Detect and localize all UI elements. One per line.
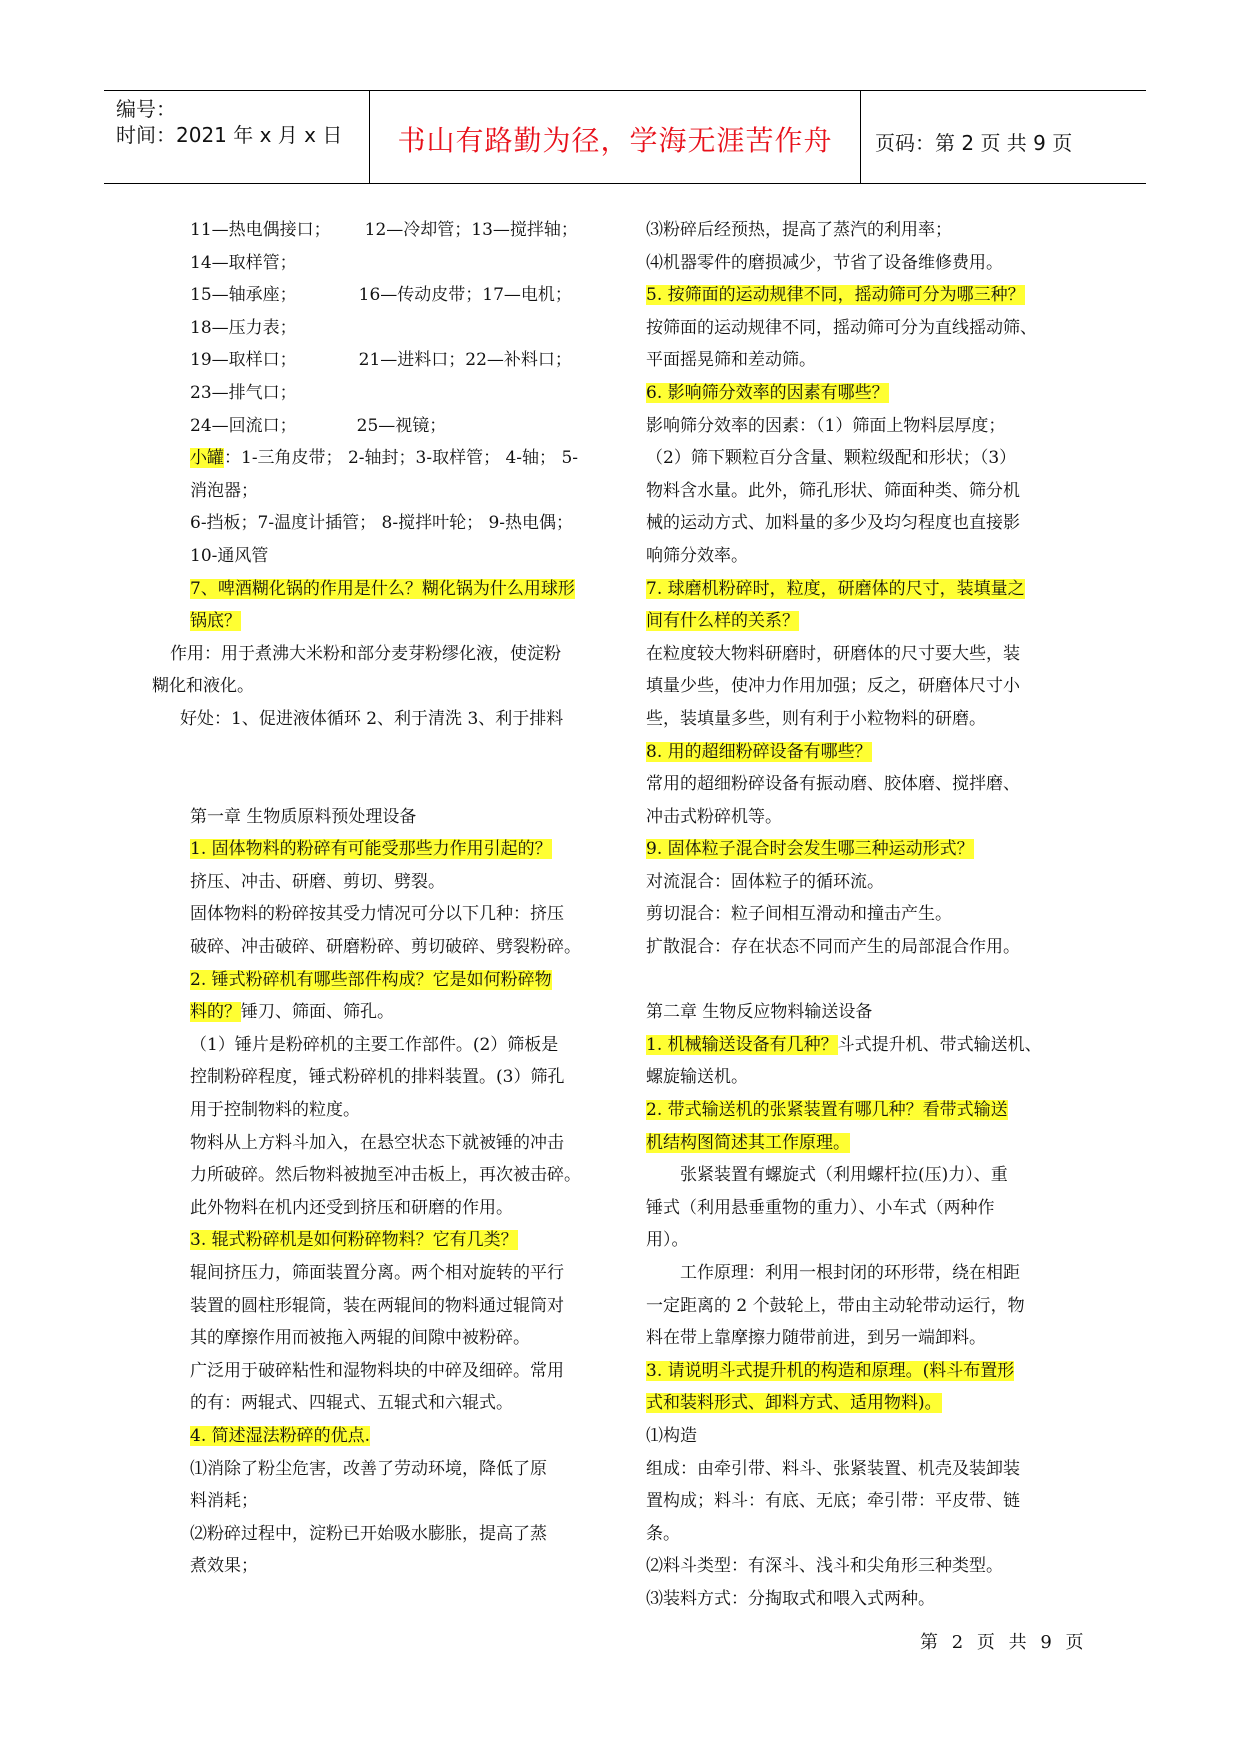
header-meta-cell bbox=[104, 91, 369, 183]
header-page-label: 页码：第 2 页 共 9 页 bbox=[875, 131, 1073, 155]
answer-line: 工作原理：利用一根封闭的环形带，绕在相距 bbox=[680, 1263, 1020, 1283]
answer-line: ⑵料斗类型：有深斗、浅斗和尖角形三种类型。 bbox=[646, 1556, 1003, 1577]
text-line: 14—取样管； bbox=[190, 252, 297, 273]
text-line: 23—排气口； bbox=[190, 382, 297, 403]
answer-line: 填量少些，使冲力作用加强；反之，研磨体尺寸小 bbox=[646, 676, 1020, 697]
question: 料的？锤刀、筛面、筛孔。 bbox=[190, 1002, 394, 1023]
header-motto-cell bbox=[369, 91, 861, 183]
text-line: 15—轴承座； 16—传动皮带；17—电机； bbox=[190, 285, 572, 306]
answer-line: （2）筛下颗粒百分含量、颗粒级配和形状；（3） bbox=[646, 448, 1017, 469]
answer-line: 控制粉碎程度，锤式粉碎机的排料装置。(3）筛孔 bbox=[190, 1067, 565, 1088]
question: 式和装料形式、卸料方式、适用物料)。 bbox=[646, 1393, 942, 1414]
text-line: 6-挡板；7-温度计插管； 8-搅拌叶轮； 9-热电偶； bbox=[190, 513, 574, 534]
answer-line: 固体物料的粉碎按其受力情况可分以下几种：挤压 bbox=[190, 904, 564, 925]
answer-line: 作用：用于煮沸大米粉和部分麦芽粉缪化液，使淀粉 bbox=[170, 643, 561, 664]
answer-line: 广泛用于破碎粘性和湿物料块的中碎及细碎。常用 bbox=[190, 1360, 564, 1381]
question: 3. 请说明斗式提升机的构造和原理。(料斗布置形 bbox=[646, 1360, 1015, 1381]
answer-line: 装置的圆柱形辊筒，装在两辊间的物料通过辊筒对 bbox=[190, 1295, 564, 1316]
answer-line: 在粒度较大物料研磨时，研磨体的尺寸要大些，装 bbox=[646, 643, 1020, 664]
answer-line: 常用的超细粉碎设备有振动磨、胶体磨、搅拌磨、 bbox=[646, 774, 1020, 795]
question: 7. 球磨机粉碎时，粒度，研磨体的尺寸，装填量之 bbox=[646, 578, 1025, 599]
question: 2. 锤式粉碎机有哪些部件构成？它是如何粉碎物 bbox=[190, 969, 552, 990]
answer-line: 挤压、冲击、研磨、剪切、劈裂。 bbox=[190, 871, 445, 892]
question: 2. 带式输送机的张紧装置有哪几种？看带式输送 bbox=[646, 1100, 1008, 1121]
answer-line: 按筛面的运动规律不同，摇动筛可分为直线摇动筛、 bbox=[646, 317, 1037, 338]
answer-line: ⑴构造 bbox=[646, 1425, 697, 1446]
answer-line: 影响筛分效率的因素：（1）筛面上物料层厚度； bbox=[646, 415, 1006, 436]
question: 6. 影响筛分效率的因素有哪些？ bbox=[646, 382, 889, 403]
answer-line: 锤式（利用悬垂重物的重力）、小车式（两种作 bbox=[646, 1197, 995, 1218]
right-column bbox=[646, 214, 1066, 1616]
question: 5. 按筛面的运动规律不同，摇动筛可分为哪三种？ bbox=[646, 285, 1025, 306]
question: 3. 辊式粉碎机是如何粉碎物料？它有几类？ bbox=[190, 1230, 518, 1251]
answer-line: 料消耗； bbox=[190, 1491, 258, 1512]
answer-line: 其的摩擦作用而被拖入两辊的间隙中被粉碎。 bbox=[190, 1328, 530, 1349]
answer-line: ⑶粉碎后经预热，提高了蒸汽的利用率； bbox=[646, 220, 952, 240]
answer-line: 冲击式粉碎机等。 bbox=[646, 806, 782, 827]
answer-line: 辊间挤压力，筛面装置分离。两个相对旋转的平行 bbox=[190, 1263, 564, 1283]
text-line: 24—回流口； 25—视镜； bbox=[190, 415, 447, 436]
text-line: 18—压力表； bbox=[190, 317, 297, 338]
answer-line: 张紧装置有螺旋式（利用螺杆拉(压)力）、重 bbox=[680, 1165, 1008, 1186]
answer-line: 此外物料在机内还受到挤压和研磨的作用。 bbox=[190, 1197, 513, 1218]
question: 间有什么样的关系？ bbox=[646, 611, 799, 632]
answer-line: 的有：两辊式、四辊式、五辊式和六辊式。 bbox=[190, 1393, 513, 1414]
header-page-cell bbox=[861, 91, 1146, 183]
answer-line: ⑶装料方式：分掏取式和喂入式两种。 bbox=[646, 1588, 935, 1609]
answer-line: 物料含水量。此外，筛孔形状、筛面种类、筛分机 bbox=[646, 480, 1020, 501]
answer-line: 物料从上方料斗加入，在悬空状态下就被锤的冲击 bbox=[190, 1132, 564, 1153]
answer-line: 条。 bbox=[646, 1523, 680, 1544]
text-line: 小罐：1-三角皮带； 2-轴封；3-取样管； 4-轴； 5- bbox=[190, 448, 579, 469]
chapter-heading: 第一章 生物质原料预处理设备 bbox=[190, 806, 417, 827]
document-number-label: 编号： bbox=[116, 97, 176, 121]
question: 1. 固体物料的粉碎有可能受那些力作用引起的？ bbox=[190, 839, 552, 860]
question: 锅底？ bbox=[190, 611, 241, 632]
answer-line: 好处：1、促进液体循环 2、利于清洗 3、利于排料 bbox=[180, 708, 564, 729]
answer-line: ⑷机器零件的磨损减少，节省了设备维修费用。 bbox=[646, 252, 1003, 273]
answer-line: 对流混合：固体粒子的循环流。 bbox=[646, 871, 884, 892]
answer-line: 螺旋输送机。 bbox=[646, 1067, 748, 1088]
answer-line: 用于控制物料的粒度。 bbox=[190, 1100, 360, 1121]
question: 1. 机械输送设备有几种？斗式提升机、带式输送机、 bbox=[646, 1034, 1042, 1055]
answer-line: 响筛分效率。 bbox=[646, 545, 748, 566]
text-line: 消泡器； bbox=[190, 480, 258, 501]
answer-line: 平面摇晃筛和差动筛。 bbox=[646, 350, 816, 371]
answer-line: 用）。 bbox=[646, 1230, 689, 1251]
left-column bbox=[152, 214, 620, 1583]
answer-line: 扩散混合：存在状态不同而产生的局部混合作用。 bbox=[646, 937, 1020, 958]
answer-line: 剪切混合：粒子间相互滑动和撞击产生。 bbox=[646, 904, 952, 925]
document-time-label: 时间：2021 年 x 月 x 日 bbox=[116, 123, 343, 147]
answer-line: 组成：由牵引带、料斗、张紧装置、机壳及装卸装 bbox=[646, 1458, 1020, 1479]
question: 9. 固体粒子混合时会发生哪三种运动形式？ bbox=[646, 839, 974, 860]
question: 4. 简述湿法粉碎的优点. bbox=[190, 1425, 371, 1446]
answer-line: ⑵粉碎过程中，淀粉已开始吸水膨胀，提高了蒸 bbox=[190, 1523, 547, 1544]
answer-line: 一定距离的 2 个鼓轮上，带由主动轮带动运行，物 bbox=[646, 1295, 1025, 1316]
answer-line: 煮效果； bbox=[190, 1556, 258, 1577]
answer-line: ⑴消除了粉尘危害，改善了劳动环境，降低了原 bbox=[190, 1458, 547, 1479]
question: 机结构图简述其工作原理。 bbox=[646, 1132, 850, 1153]
answer-line: 械的运动方式、加料量的多少及均匀程度也直接影 bbox=[646, 513, 1020, 534]
question: 7、啤酒糊化锅的作用是什么？糊化锅为什么用球形 bbox=[190, 578, 575, 599]
document-header bbox=[104, 90, 1146, 184]
answer-line: 置构成；料斗：有底、无底；牵引带：平皮带、链 bbox=[646, 1491, 1020, 1512]
text-line: 11—热电偶接口； 12—冷却管；13—搅拌轴； bbox=[190, 220, 578, 240]
question: 8. 用的超细粉碎设备有哪些？ bbox=[646, 741, 872, 762]
answer-line: 破碎、冲击破碎、研磨粉碎、剪切破碎、劈裂粉碎。 bbox=[190, 937, 581, 958]
chapter-heading: 第二章 生物反应物料输送设备 bbox=[646, 1002, 873, 1023]
answer-line: 些，装填量多些，则有利于小粒物料的研磨。 bbox=[646, 708, 986, 729]
answer-line: （1）锤片是粉碎机的主要工作部件。(2）筛板是 bbox=[190, 1034, 559, 1055]
answer-line: 力所破碎。然后物料被抛至冲击板上，再次被击碎。 bbox=[190, 1165, 581, 1186]
text-line: 19—取样口； 21—进料口；22—补料口； bbox=[190, 350, 572, 371]
answer-line: 料在带上靠摩擦力随带前进，到另一端卸料。 bbox=[646, 1328, 986, 1349]
answer-line: 糊化和液化。 bbox=[152, 676, 254, 697]
text-line: 10-通风管 bbox=[190, 545, 269, 566]
page-footer: 第 2 页 共 9 页 bbox=[920, 1632, 1088, 1653]
header-motto: 书山有路勤为径，学海无涯苦作舟 bbox=[397, 124, 833, 157]
